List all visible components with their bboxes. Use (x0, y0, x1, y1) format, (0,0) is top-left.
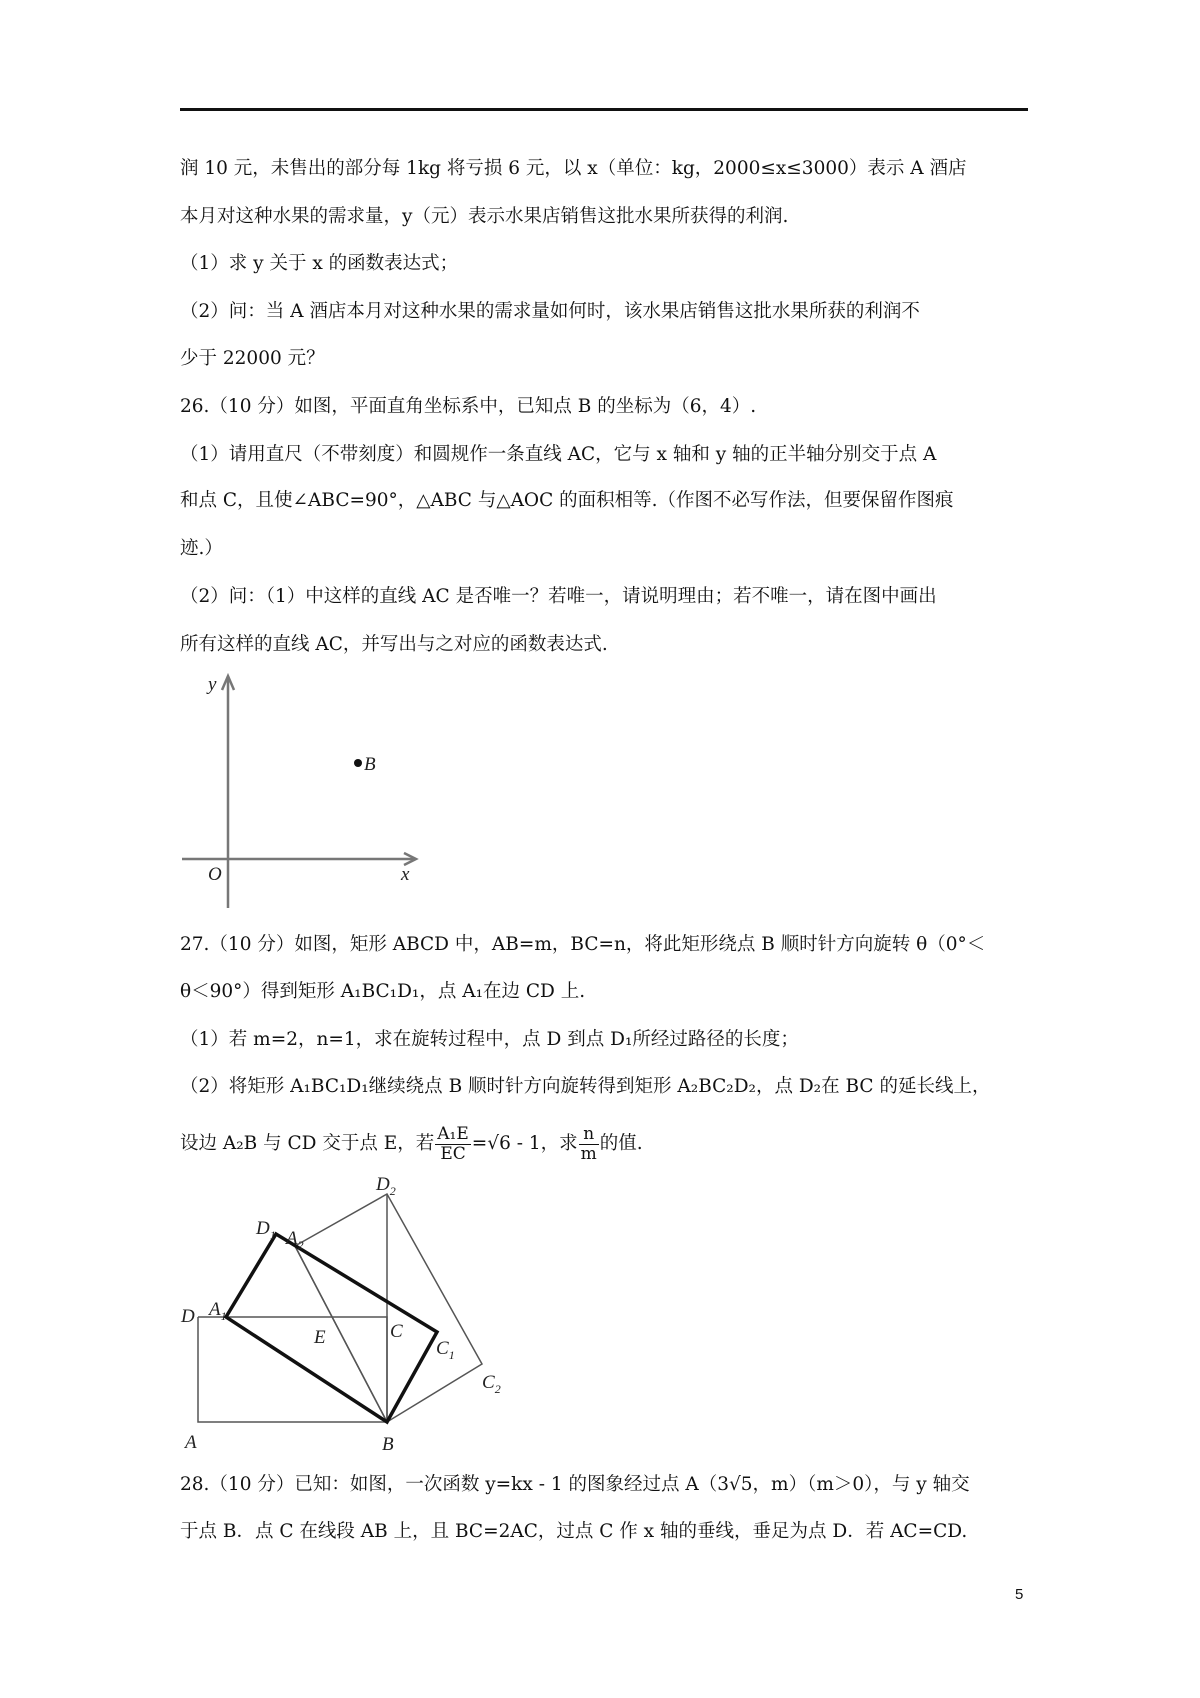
svg-text:B: B (382, 1434, 394, 1455)
svg-text:E: E (314, 1327, 326, 1348)
q26-text-line: 迹.） (180, 538, 223, 559)
q27-text-line: θ＜90°）得到矩形 A₁BC₁D₁，点 A₁在边 CD 上. (180, 981, 586, 1002)
q26-text-line: 和点 C，且使∠ABC=90°，△ABC 与△AOC 的面积相等.（作图不必写作法，但要保留作图痕 (180, 490, 954, 511)
q27-part1: （1）若 m=2，n=1，求在旋转过程中，点 D 到点 D₁所经过路径的长度； (180, 1029, 799, 1050)
q27-text: 设边 A₂B 与 CD 交于点 E，若 (180, 1133, 435, 1154)
svg-text:C2: $C_2$ (482, 1372, 501, 1396)
svg-text:C: C (390, 1321, 403, 1342)
svg-text:A: A (185, 1432, 197, 1453)
q25-text-line: 少于 22000 元？ (180, 348, 325, 369)
point-b-label: B (364, 754, 376, 775)
q26-title: 26.（10 分）如图，平面直角坐标系中，已知点 B 的坐标为（6，4）. (180, 396, 757, 417)
point-b (354, 759, 362, 767)
fraction-numerator: A₁E (437, 1123, 469, 1144)
q26-part2: （2）问：（1）中这样的直线 AC 是否唯一？若唯一，请说明理由；若不唯一，请在图中画出 (180, 586, 937, 607)
q27-text: =√6 - 1，求 (471, 1133, 578, 1154)
fraction-numerator: n (579, 1125, 599, 1145)
q25-text-line: 本月对这种水果的需求量，y（元）表示水果店销售这批水果所获得的利润. (180, 206, 789, 227)
q25-text-line: 润 10 元，未售出的部分每 1kg 将亏损 6 元，以 x（单位：kg，2000≤x≤3000）表示 A 酒店 (180, 158, 967, 179)
rectangle-abcd (198, 1317, 387, 1422)
q27-title: 27.（10 分）如图，矩形 ABCD 中，AB=m，BC=n，将此矩形绕点 B 顺时针方向旋转 θ（0°＜ (180, 934, 986, 955)
svg-text:D: D (181, 1306, 195, 1327)
fraction-denominator: EC (440, 1143, 466, 1164)
fraction-denominator: m (580, 1143, 597, 1164)
svg-text:A2: $A_2$ (286, 1228, 304, 1252)
rectangle-a1bc1d1 (226, 1234, 437, 1422)
x-axis-label: x (401, 864, 410, 885)
svg-text:A1: $A_1$ (209, 1299, 227, 1323)
q27-text: 的值. (599, 1133, 643, 1154)
q27-text-line (180, 1122, 643, 1166)
fraction-a1e-over-ec (435, 1125, 471, 1164)
rotation-figure (198, 1194, 482, 1422)
q27-part2: （2）将矩形 A₁BC₁D₁继续绕点 B 顺时针方向旋转得到矩形 A₂BC₂D₂，点 D₂在 BC 的延长线上， (180, 1076, 991, 1097)
q26-text-line: 所有这样的直线 AC，并写出与之对应的函数表达式. (180, 634, 608, 655)
q25-part2: （2）问：当 A 酒店本月对这种水果的需求量如何时，该水果店销售这批水果所获的利润不 (180, 301, 920, 322)
svg-text:D1: $D_1$ (256, 1218, 276, 1242)
y-axis-label: y (208, 674, 217, 695)
fraction-n-over-m (579, 1125, 599, 1164)
svg-text:D2: $D_2$ (376, 1174, 396, 1198)
q28-text-line: 于点 B．点 C 在线段 AB 上，且 BC=2AC，过点 C 作 x 轴的垂线，垂足为点 D．若 AC=CD. (180, 1521, 968, 1542)
rectangle-a2bc2d2 (295, 1194, 482, 1422)
page-number: 5 (1015, 1586, 1024, 1603)
q25-part1: （1）求 y 关于 x 的函数表达式； (180, 253, 459, 274)
svg-text:C1: $C_1$ (436, 1338, 455, 1362)
q28-title: 28.（10 分）已知：如图，一次函数 y=kx - 1 的图象经过点 A（3√5，m）（m＞0），与 y 轴交 (180, 1474, 970, 1495)
origin-label: O (208, 864, 222, 885)
q26-part1: （1）请用直尺（不带刻度）和圆规作一条直线 AC，它与 x 轴和 y 轴的正半轴分别交于点 A (180, 444, 937, 465)
